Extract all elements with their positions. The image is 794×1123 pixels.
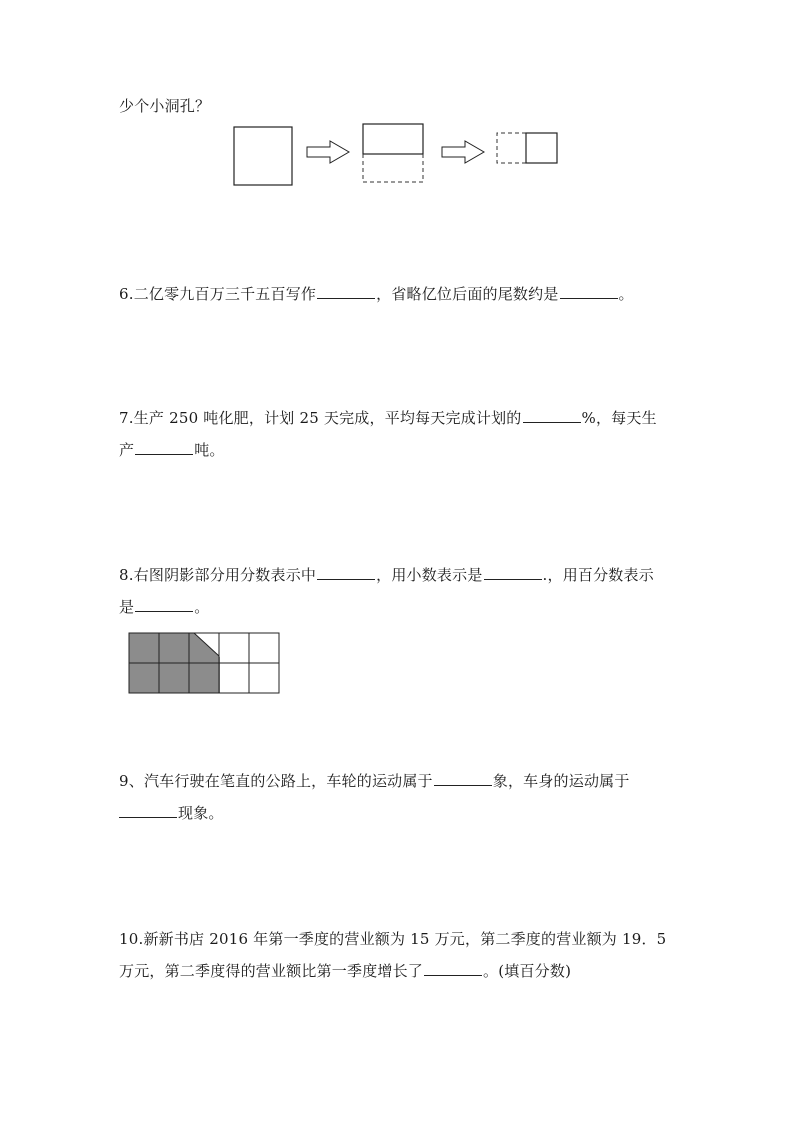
q10-text-1: 10.新新书店 2016 年第一季度的营业额为 15 万元，第二季度的营业额为 19．5 [119, 930, 667, 948]
q9-text-2: 象，车身的运动属于 [492, 772, 630, 790]
answer-blank[interactable] [424, 961, 482, 976]
answer-blank[interactable] [523, 408, 581, 423]
q8-text-5: 。 [194, 598, 210, 616]
question-10-line-1 [119, 929, 666, 949]
q6-text-3: 。 [618, 285, 634, 303]
q6-text-2: ，省略亿位后面的尾数约是 [376, 285, 559, 303]
q8-text-2: ，用小数表示是 [376, 566, 483, 584]
question-10-line-2 [119, 961, 571, 981]
question-7-line-2 [119, 440, 225, 460]
q7-text-4: 吨。 [194, 441, 225, 459]
paper-fold-dashed [497, 133, 526, 163]
paper-folded-quarter [526, 133, 557, 163]
answer-blank[interactable] [317, 565, 375, 580]
q5-tail: 少个小洞孔？ [119, 97, 211, 115]
paper-square [234, 127, 292, 185]
answer-blank[interactable] [434, 771, 492, 786]
question-8-line-2 [119, 597, 209, 617]
q8-text-3: .，用百分数表示 [542, 566, 654, 584]
arrow-right-icon [307, 141, 349, 163]
q7-text-1: 7.生产 250 吨化肥，计划 25 天完成，平均每天完成计划的 [119, 409, 522, 427]
shaded-grid-figure [127, 631, 281, 695]
question-9-line-1 [119, 771, 630, 791]
q9-text-3: 现象。 [178, 804, 224, 822]
q8-text-1: 8.右图阴影部分用分数表示中 [119, 566, 317, 584]
q8-text-4: 是 [119, 598, 135, 616]
paper-fold-dashed [363, 154, 423, 182]
q6-text-1: 6.二亿零九百万三千五百写作 [119, 285, 317, 303]
question-6 [119, 284, 634, 304]
q7-text-2: %，每天生 [581, 409, 657, 427]
q5-text [119, 96, 210, 116]
question-7-line-1 [119, 408, 657, 428]
arrow-right-icon [442, 141, 484, 163]
q10-text-2: 万元，第二季度得的营业额比第一季度增长了 [119, 962, 424, 980]
answer-blank[interactable] [484, 565, 542, 580]
answer-blank[interactable] [135, 440, 193, 455]
answer-blank[interactable] [119, 803, 177, 818]
q10-text-3: 。(填百分数) [483, 962, 572, 980]
paper-folded-half [363, 124, 423, 154]
answer-blank[interactable] [317, 284, 375, 299]
question-8-line-1 [119, 565, 654, 585]
question-9-line-2 [119, 803, 224, 823]
answer-blank[interactable] [135, 597, 193, 612]
q7-text-3: 产 [119, 441, 135, 459]
folding-figure [230, 120, 570, 190]
q9-text-1: 9、汽车行驶在笔直的公路上，车轮的运动属于 [119, 772, 433, 790]
answer-blank[interactable] [560, 284, 618, 299]
